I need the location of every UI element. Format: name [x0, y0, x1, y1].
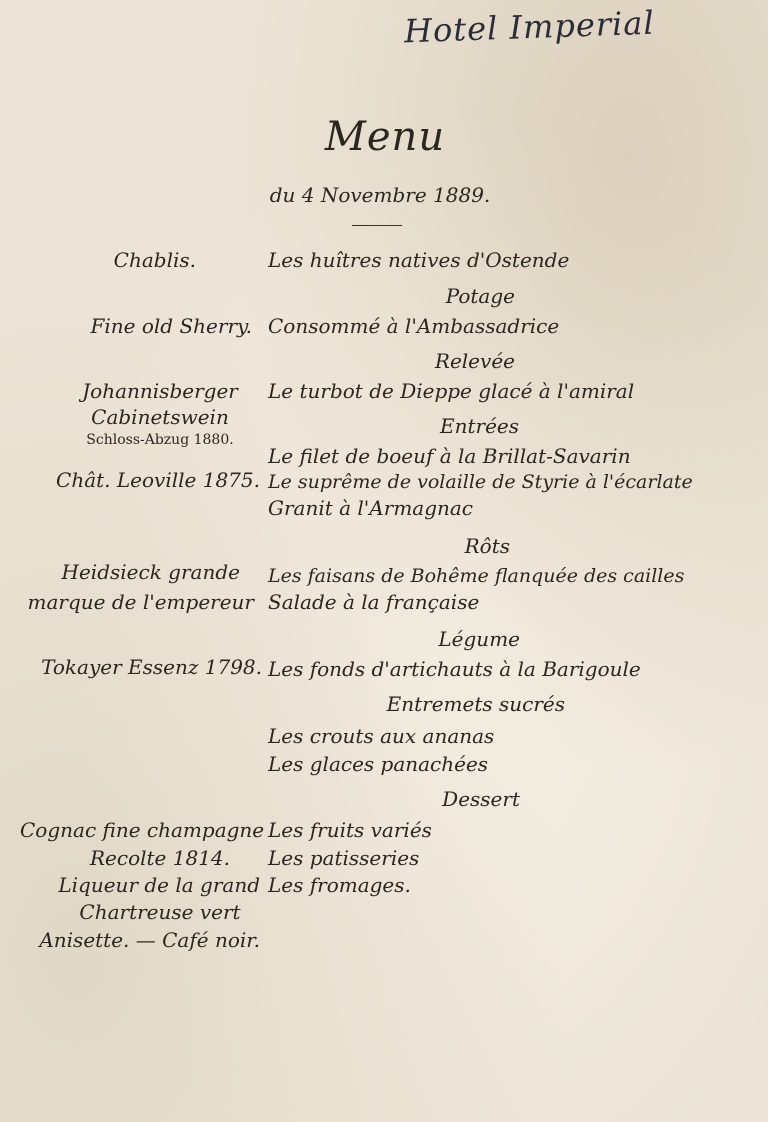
heading-entrees: Entrées: [439, 414, 519, 438]
course-turbot: Le turbot de Dieppe glacé à l'amiral: [268, 379, 635, 403]
wine-johannisberger-line1: Johannisberger: [82, 379, 238, 403]
menu-title: Menu: [324, 114, 446, 160]
heading-entremets: Entremets sucrés: [386, 692, 565, 716]
wine-heidsieck-line1: Heidsieck grande: [61, 560, 240, 584]
course-faisans: Les faisans de Bohême flanquée des cailles: [268, 565, 685, 587]
heading-potage: Potage: [445, 284, 515, 308]
liqueur-line2: Chartreuse vert: [79, 900, 241, 924]
heading-legume: Légume: [438, 627, 520, 651]
heading-relevee: Relevée: [434, 349, 515, 373]
heading-dessert: Dessert: [442, 787, 520, 811]
course-huitres: Les huîtres natives d'Ostende: [268, 248, 570, 272]
menu-date: du 4 Novembre 1889.: [269, 183, 491, 207]
course-patisseries: Les patisseries: [268, 846, 420, 870]
wine-heidsieck-line2: marque de l'empereur: [27, 590, 254, 614]
wine-johannisberger-line3: Schloss-Abzug 1880.: [86, 432, 234, 448]
anisette-cafe: Anisette. — Café noir.: [39, 928, 260, 952]
course-granit: Granit à l'Armagnac: [268, 496, 474, 520]
course-fruits: Les fruits variés: [268, 818, 432, 842]
wine-cognac-line2: Recolte 1814.: [89, 846, 231, 870]
heading-rots: Rôts: [464, 534, 510, 558]
liqueur-line1: Liqueur de la grand: [58, 873, 260, 897]
wine-chablis: Chablis.: [113, 248, 196, 272]
wine-sherry: Fine old Sherry.: [90, 314, 252, 338]
wine-cognac-line1: Cognac fine champagne: [20, 818, 265, 842]
course-supreme: Le suprême de volaille de Styrie à l'écarlate: [268, 471, 693, 493]
course-glaces: Les glaces panachées: [268, 752, 489, 776]
hotel-signature: Hotel Imperial: [403, 3, 656, 51]
wine-leoville: Chât. Leoville 1875.: [56, 468, 260, 492]
wine-johannisberger-line2: Cabinetswein: [91, 405, 229, 429]
course-filet: Le filet de boeuf à la Brillat-Savarin: [268, 444, 631, 468]
course-crouts: Les crouts aux ananas: [268, 724, 495, 748]
course-fonds: Les fonds d'artichauts à la Barigoule: [268, 657, 641, 681]
course-fromages: Les fromages.: [268, 873, 411, 897]
course-salade: Salade à la française: [268, 590, 480, 614]
wine-tokayer: Tokayer Essenz 1798.: [41, 655, 262, 679]
course-consomme: Consommé à l'Ambassadrice: [268, 314, 560, 338]
title-divider: [352, 225, 402, 226]
